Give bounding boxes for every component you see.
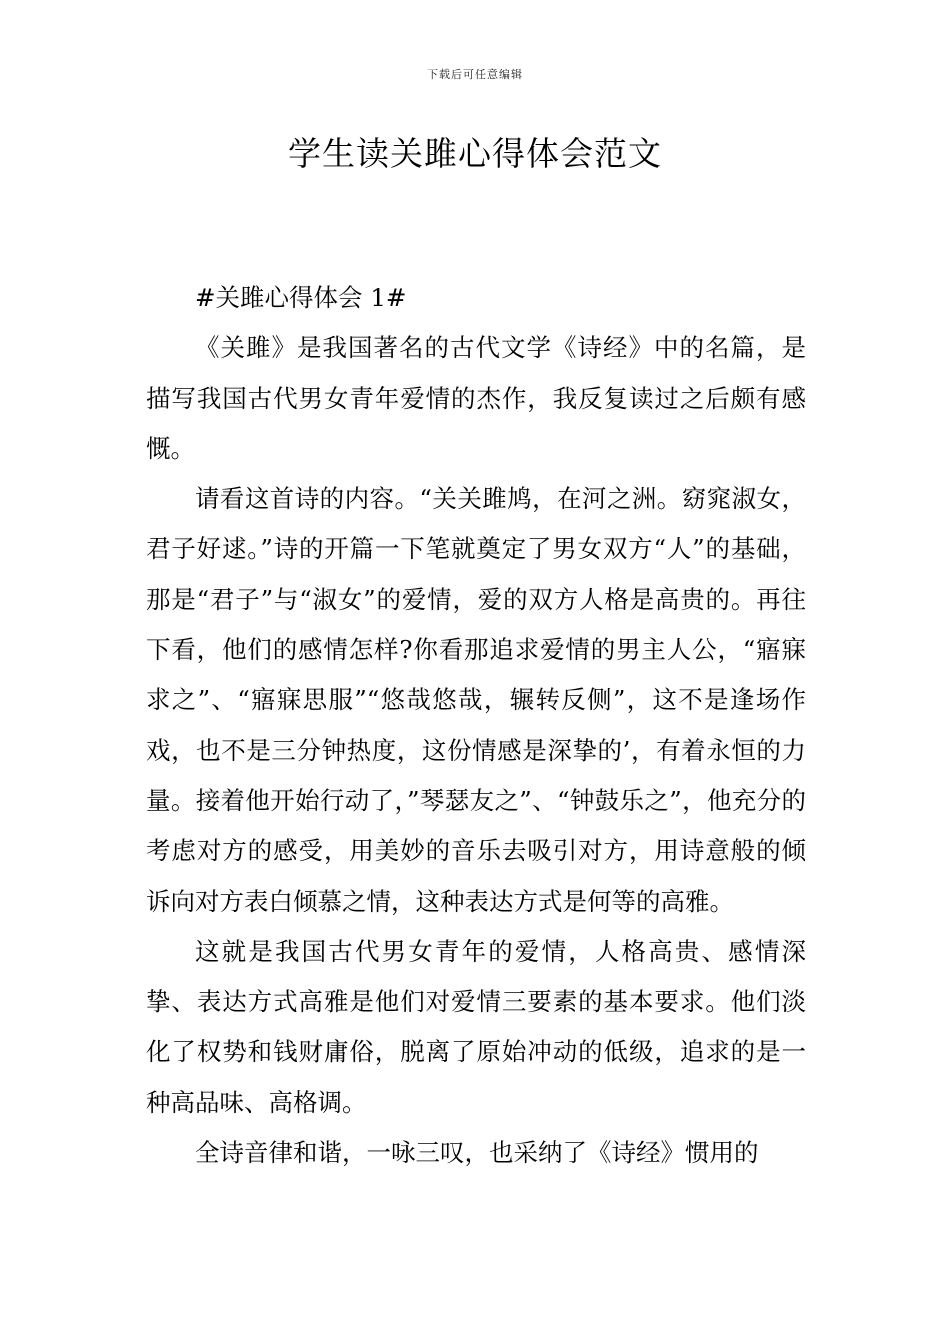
paragraph-3: 这就是我国古代男女青年的爱情，人格高贵、感情深挚、表达方式高雅是他们对爱情三要素的基本要求。他们淡化了权势和钱财庸俗，脱离了原始冲动的低级，追求的是一种高品味、高格调。	[146, 936, 806, 1117]
section-heading: #关雎心得体会 1#	[195, 283, 407, 312]
paragraph-2: 请看这首诗的内容。“关关雎鸠，在河之洲。窈窕淑女，君子好逑。”诗的开篇一下笔就奠定了男女双方“人”的基础，那是“君子”与“淑女”的爱情，爱的双方人格是高贵的。再往下看，他们的感情怎样?你看那追求爱情的男主人公，“寤寐求之”、“寤寐思服”“悠哉悠哉，辗转反侧”，这不是逢场作戏，也不是三分钟热度，这份情感是深挚的’，有着永恒的力量。接着他开始行动了，”琴瑟友之”、“钟鼓乐之”，他充分的考虑对方的感受，用美妙的音乐去吸引对方，用诗意般的倾诉向对方表白倾慕之情，这种表达方式是何等的高雅。	[146, 484, 806, 916]
document-body	[146, 273, 806, 1178]
header-note: 下载后可任意编辑	[427, 68, 523, 81]
paragraph-1: 《关雎》是我国著名的古代文学《诗经》中的名篇，是描写我国古代男女青年爱情的杰作，我反复读过之后颇有感慨。	[146, 333, 806, 463]
document-title: 学生读关雎心得体会范文	[288, 134, 662, 173]
paragraph-4: 全诗音律和谐，一咏三叹，也采纳了《诗经》惯用的	[195, 1138, 759, 1168]
